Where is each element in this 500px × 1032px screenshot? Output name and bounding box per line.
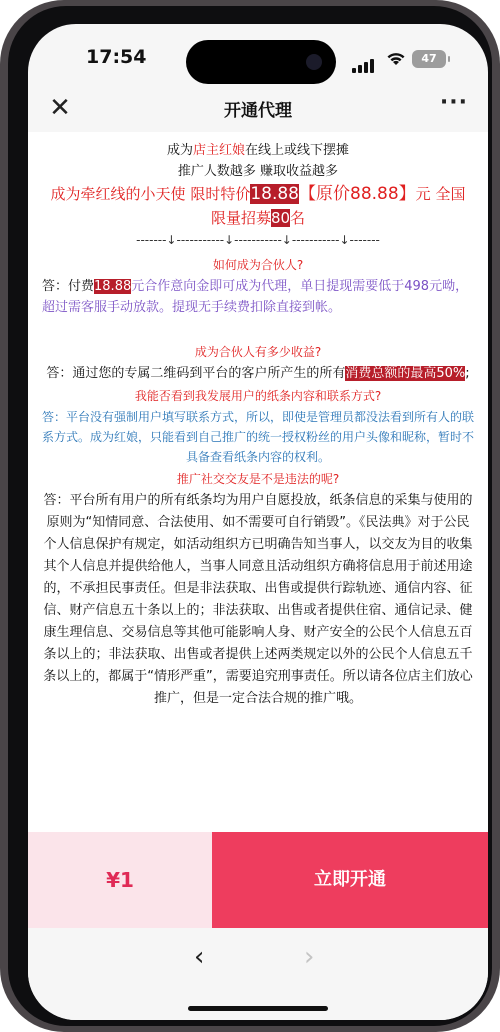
status-time: 17:54 [86, 46, 147, 68]
promo-text: 元 全国 [415, 185, 466, 203]
intro-line-1 [42, 140, 474, 161]
page-title: 开通代理 [224, 101, 292, 121]
browser-toolbar [28, 928, 488, 1020]
signal-icon [352, 54, 376, 73]
promo-text: 名 [290, 209, 306, 227]
intro-text: 成为 [166, 143, 193, 158]
phone-bezel [8, 6, 492, 1026]
divider: -------↓-----------↓-----------↓-----------↓------- [136, 233, 380, 247]
wifi-icon [386, 51, 406, 67]
faq-answer [42, 276, 474, 318]
original-price: 【原价88.88】 [299, 184, 416, 204]
intro-text: 在线上或线下摆摊 [245, 143, 350, 158]
faq-question: 成为合伙人有多少收益? [194, 345, 322, 359]
battery-icon: 47 [412, 50, 446, 68]
answer-text: 元合作意向金即可成为代理，单日提现需要低于 [131, 279, 405, 294]
answer-text: ; [465, 366, 470, 381]
nav-bar [28, 86, 488, 132]
more-icon[interactable]: ··· [439, 90, 468, 115]
back-icon[interactable]: ‹ [194, 942, 205, 972]
open-now-button[interactable]: 立即开通 [212, 832, 488, 928]
faq-answer [42, 363, 474, 384]
answer-highlight: 消费总额的最高50% [345, 366, 466, 381]
faq-question: 如何成为合伙人? [212, 258, 304, 272]
forward-icon[interactable]: › [304, 942, 315, 972]
screen [28, 24, 488, 1020]
intro-highlight: 店主红娘 [192, 143, 245, 158]
home-indicator[interactable] [188, 1006, 328, 1011]
promo-count: 80 [270, 209, 291, 227]
answer-text: 答：通过您的专属二维码到平台的客户所产生的所有 [46, 366, 346, 381]
bottom-bar [28, 832, 488, 928]
faq-answer: 答：平台所有用户的所有纸条均为用户自愿投放，纸条信息的采集与使用的原则为“知情同意、合法使用、如不需要可自行销毁”。《民法典》对于公民个人信息保护有规定，如活动组织方已明确告知当事人，以交友为目的收集其个人信息并提供给他人，当事人同意且活动组织方确将信息用于前述用途的，不承担民事责任。但是非法获取、出售或提供行踪轨迹、通信内容、征信、财产信息五十条以上的；非法获取、出售或者提供住宿、通信记录、健康生理信息、交易信息等其他可能影响人身、财产安全的公民个人信息五百条以上的；非法获取、出售或者提供上述两类规定以外的公民个人信息五千条以上的，都属于“情形严重”，需要追究刑事责任。所以请各位店主们放心推广，但是一定合法合规的推广哦。 [43, 493, 473, 706]
dynamic-island [186, 40, 336, 84]
content-area[interactable] [28, 132, 488, 832]
close-icon[interactable]: ✕ [49, 93, 71, 123]
price-label: ¥1 [28, 832, 212, 928]
promo-text: 成为牵红线的小天使 限时特价 [50, 185, 251, 203]
intro-line-4 [42, 206, 474, 230]
faq-question: 我能否看到我发展用户的纸条内容和联系方式? [134, 389, 382, 403]
answer-text: 498元呦，超过需客服手动放款。提现无手续费扣除直接到帐。 [42, 279, 469, 315]
intro-line-2: 推广人数越多 赚取收益越多 [177, 164, 339, 179]
answer-text: 答：付费 [42, 279, 95, 294]
intro-line-3 [42, 182, 474, 206]
faq-answer: 答：平台没有强制用户填写联系方式，所以，即使是管理员都没法看到所有人的联系方式。成为红娘，只能看到自己推广的统一授权粉丝的用户头像和昵称，暂时不具备查看纸条内容的权利。 [42, 410, 475, 464]
answer-highlight: 18.88 [94, 279, 132, 294]
camera-icon [306, 54, 322, 70]
faq-question: 推广社交交友是不是违法的呢? [176, 472, 340, 486]
status-bar [28, 24, 488, 86]
promo-price: 18.88 [250, 184, 299, 204]
promo-text: 限量招募 [210, 209, 271, 227]
